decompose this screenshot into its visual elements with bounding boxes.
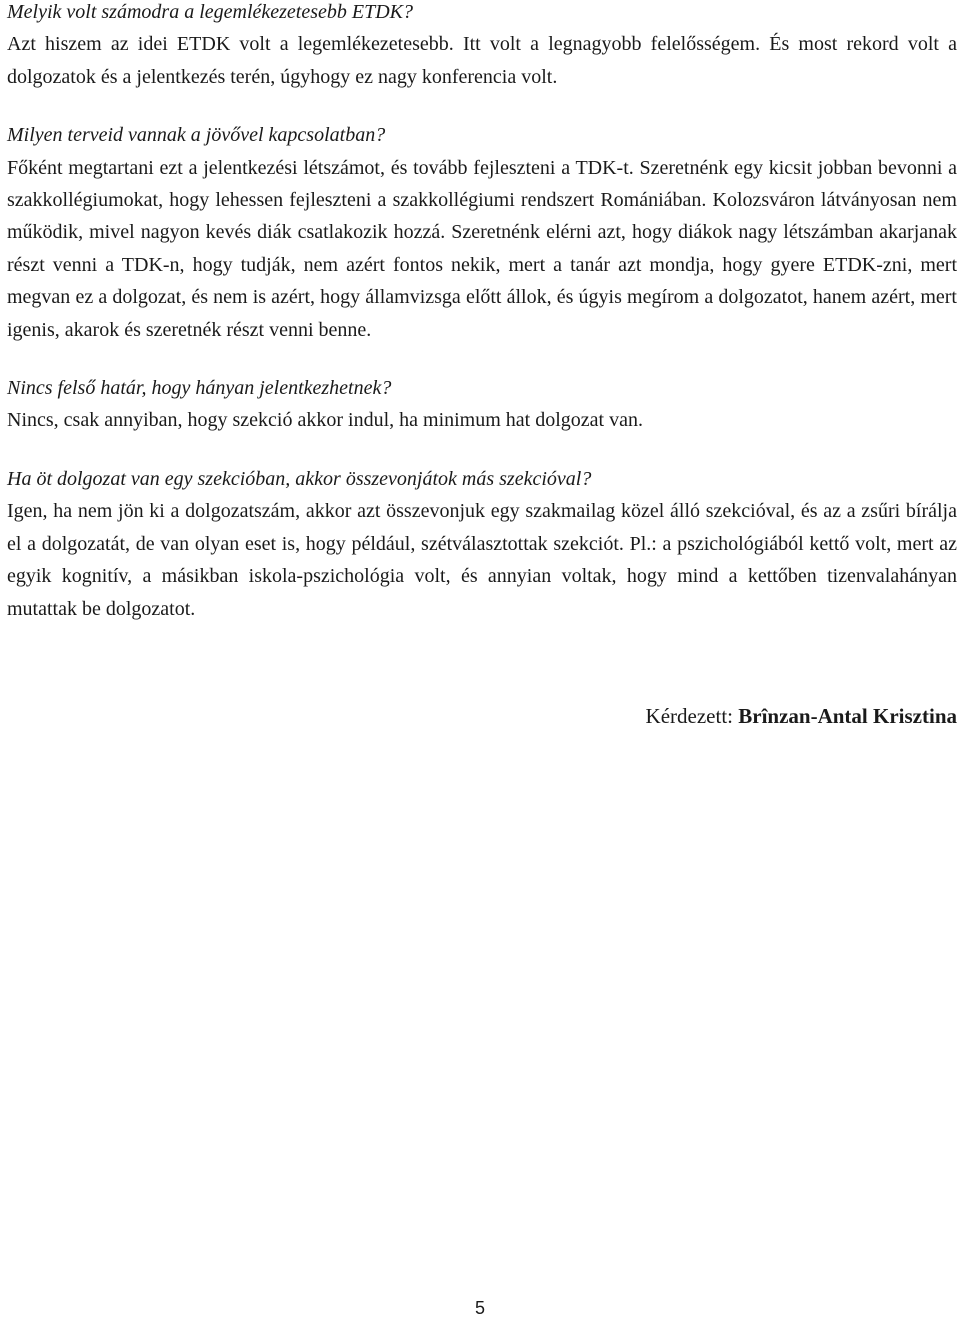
question-2: Milyen terveid vannak a jövővel kapcsolatban? bbox=[7, 124, 386, 147]
signature-name: Brînzan-Antal Krisztina bbox=[738, 704, 957, 728]
answer-1: Azt hiszem az idei ETDK volt a legemlékezetesebb. Itt volt a legnagyobb felelősségem. És most rekord volt a dolgozatok és a jelentkezés terén, úgyhogy ez nagy konferencia volt. bbox=[7, 33, 957, 88]
question-4: Ha öt dolgozat van egy szekcióban, akkor összevonjátok más szekcióval? bbox=[7, 467, 592, 490]
signature-label: Kérdezett: bbox=[645, 704, 733, 728]
answer-3: Nincs, csak annyiban, hogy szekció akkor indul, ha minimum hat dolgozat van. bbox=[7, 409, 643, 432]
qa-block-4 bbox=[7, 463, 957, 625]
interviewer-signature bbox=[646, 704, 957, 729]
question-3: Nincs felső határ, hogy hányan jelentkezhetnek? bbox=[7, 377, 392, 400]
answer-2: Főként megtartani ezt a jelentkezési létszámot, és tovább fejleszteni a TDK-t. Szeretnénk egy kicsit jobban bevonni a szakkollégiumokat, hogy lehessen fejleszteni a szakkollégiumi rendszert Romániában. Kolozsváron látványosan nem működik, mivel nagyon kevés diák csatlakozik hozzá. Szeretnénk elérni azt, hogy diákok nagy létszámban akarjanak részt venni a TDK-n, hogy tudják, nem azért fontos nekik, mert a tanár azt mondja, hogy gyere ETDK-zni, mert megvan ez a dolgozat, és nem is azért, hogy államvizsga előtt állok, és úgyis megírom a dolgozatot, hanem azért, mert igenis, akarok és szeretnék részt venni benne. bbox=[7, 156, 957, 341]
qa-block-3 bbox=[7, 372, 957, 437]
page-number: 5 bbox=[474, 1298, 485, 1318]
question-1: Melyik volt számodra a legemlékezetesebb ETDK? bbox=[7, 1, 414, 23]
qa-block-2 bbox=[7, 119, 957, 346]
document-page bbox=[7, 0, 957, 625]
answer-4: Igen, ha nem jön ki a dolgozatszám, akkor azt összevonjuk egy szakmailag közel álló szekcióval, és az a zsűri bírálja el a dolgozatát, de van olyan eset is, hogy például, szétválasztottak szekciót. Pl.: a pszichológiából kettő volt, mert az egyik kognitív, a másikban iskola-pszichológia volt, és annyian voltak, hogy mind a kettőben tizenvalahányan mutattak be dolgozatot. bbox=[7, 500, 957, 620]
qa-block-1 bbox=[7, 0, 957, 93]
